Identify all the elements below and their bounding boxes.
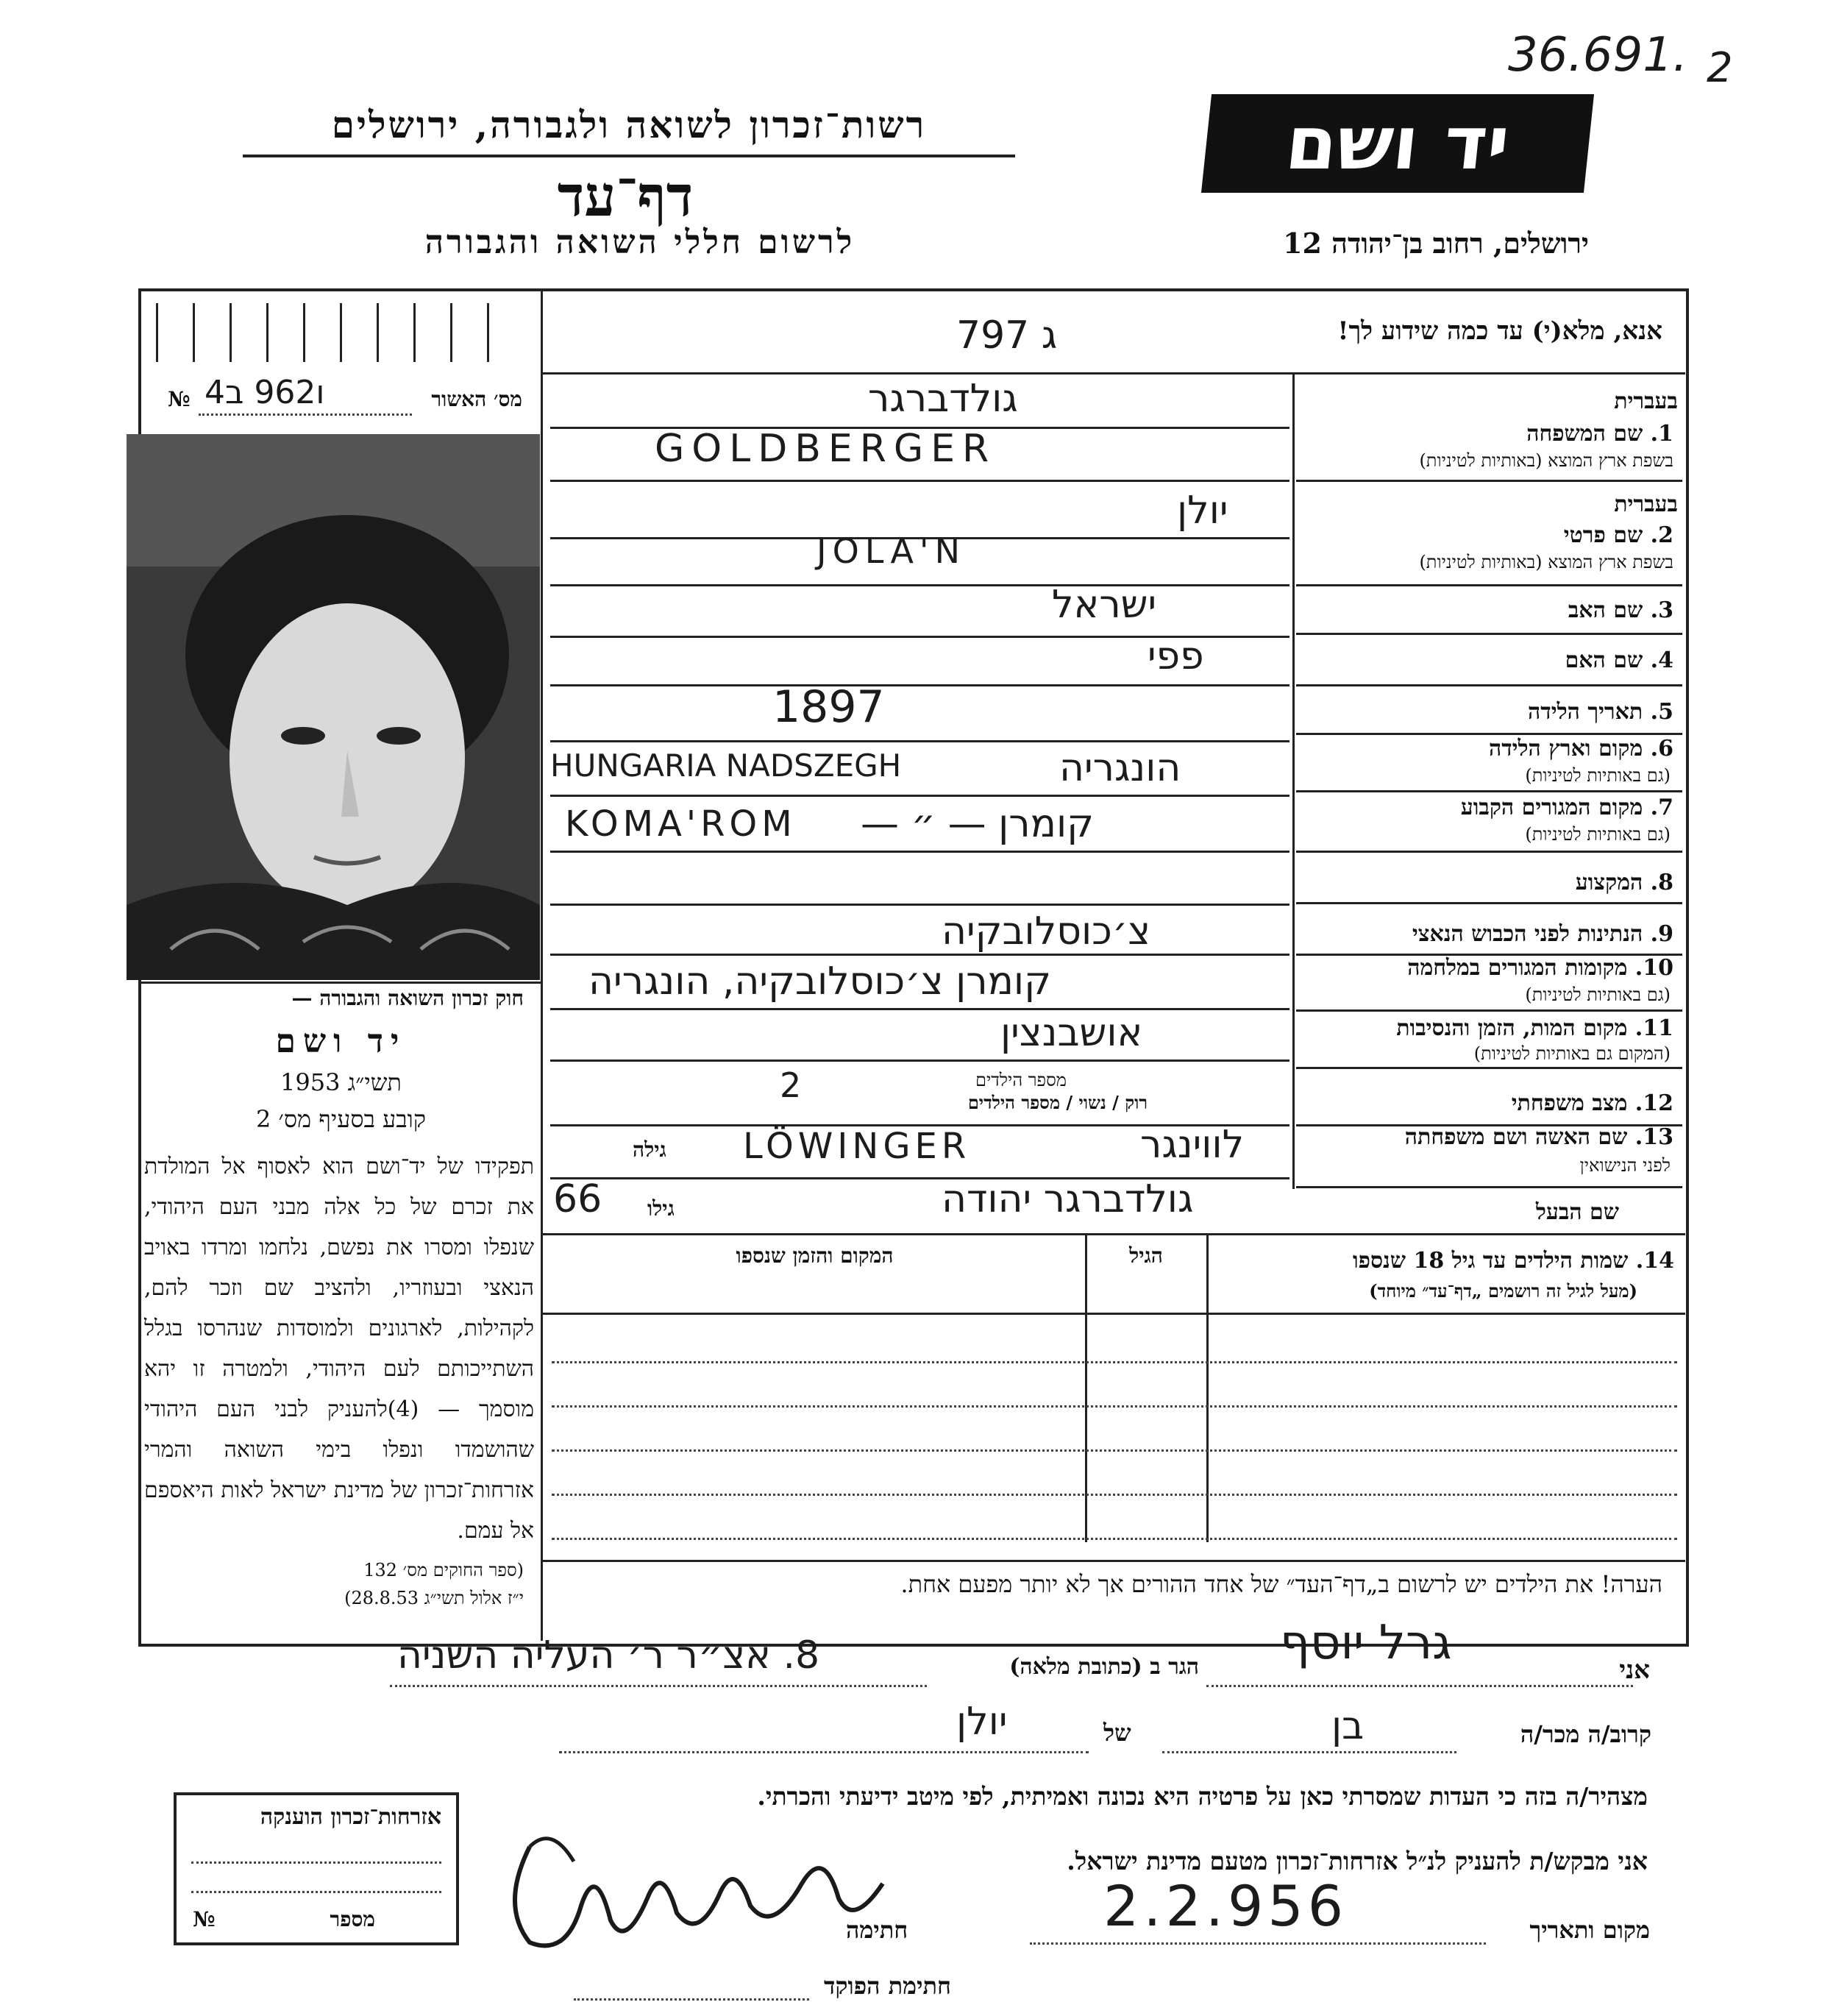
address-label: הגר ב (כתובת מלאה): [1009, 1654, 1199, 1680]
field-1-sublabel: בשפת ארץ המוצא (באותיות לטיניות): [1419, 450, 1673, 471]
husband-label: שם הבעל: [1535, 1199, 1619, 1225]
field-8-label: 8. המקצוע: [1575, 870, 1673, 895]
law-text: תפקידו של יד־ושם הוא לאסוף אל המולדת את זכרם של כל אלה מבני העם היהודי, שנפלו ומסרו את נפשם, נלחמו ומרדו באויב הנאצי ובעוזריו, ולהציב שם וזכר להם, לקהילות, לארגונים ולמוסדות שנהרסו בגלל השתייכותם לעם היהודי, ולמטרה זו יהא מוסמך — (4)להעניק לבני העם היהודי שהושמדו ונפלו בימי השואה והמרי אזרחות־זכרון של מדינת ישראל לאות היאספם אל עמם.: [144, 1154, 534, 1544]
field-11-sublabel: (המקום גם באותיות לטיניות): [1473, 1043, 1671, 1064]
label-sep: [1296, 733, 1682, 735]
declarant-name-dots: [1206, 1685, 1633, 1687]
approval-number-dots: [199, 414, 412, 416]
children-row-line: [552, 1538, 1677, 1540]
address-dots: [390, 1685, 927, 1687]
children-sublabel: (מעל לגיל זה רושמים „דף־עד״ מיוחד): [1369, 1280, 1637, 1302]
logo-text: יד ושם: [1281, 100, 1514, 186]
row-sep: [550, 740, 1289, 742]
label-sep: [1296, 1009, 1682, 1012]
instruction-text: אנא, מלא(י) עד כמה שידוע לך!: [1337, 316, 1662, 346]
row-sep: [550, 480, 1289, 482]
wife-hebrew-name: לווינגר: [1140, 1123, 1245, 1167]
row-sep: [550, 584, 1289, 586]
of-label: של: [1103, 1719, 1131, 1747]
children-col-place-time: המקום והזמן שנספו: [736, 1243, 894, 1268]
field-12-printed-options: רוק / נשוי / מספר הילדים: [967, 1092, 1148, 1113]
row-sep: [550, 904, 1289, 906]
field-6-hebrew-value: הונגריה: [1059, 746, 1181, 790]
field-13-label: 13. שם האשה ושם משפחתה: [1404, 1124, 1673, 1150]
field-12-value: 2: [780, 1065, 802, 1105]
field-3-value: ישראל: [1052, 583, 1157, 627]
field-12-label: 12. מצב משפחתי: [1511, 1090, 1673, 1116]
signature-label: חתימה: [846, 1916, 908, 1944]
date-value: 2.2.956: [1103, 1873, 1348, 1939]
husband-age-value: 66: [553, 1177, 602, 1221]
field-9-label: 9. הנתינות לפני הכבוש הנאצי: [1412, 921, 1673, 947]
label-sep: [1296, 633, 1682, 635]
label-sep: [1296, 584, 1682, 586]
field-11-value: אושבנצין: [1000, 1011, 1143, 1055]
field-2-latin-value: JOLA'N: [817, 531, 966, 571]
row-sep: [550, 1060, 1289, 1062]
field-1-hebrew-tag: בעברית: [1614, 388, 1678, 414]
wife-age-label: גילה: [633, 1137, 666, 1162]
of-value: יולן: [956, 1700, 1008, 1744]
field-2-sublabel: בשפת ארץ המוצא (באותיות לטיניות): [1419, 552, 1673, 572]
field-9-value: צ׳כוסלובקיה: [942, 909, 1151, 954]
field-1-latin-value: GOLDBERGER: [655, 427, 997, 471]
law-year: תשי״ג 1953: [280, 1068, 402, 1096]
label-sep: [1296, 902, 1682, 904]
field-4-label: 4. שם האם: [1565, 647, 1673, 673]
field-10-sublabel: (גם באותיות לטיניות): [1525, 984, 1671, 1005]
declarant-name: גרל יוסף: [1280, 1616, 1452, 1670]
citizenship-box-dots-1: [191, 1861, 441, 1864]
field-2-label: 2. שם פרטי: [1563, 522, 1673, 548]
relative-label: קרוב/ה מכר/ה: [1520, 1720, 1651, 1748]
field-4-value: פפי: [1148, 634, 1204, 678]
citizenship-box-number-label: מספר: [330, 1907, 375, 1931]
field-7-label: 7. מקום המגורים הקבוע: [1460, 795, 1673, 820]
signature-scribble: [485, 1817, 897, 1964]
label-sep: [1296, 684, 1682, 686]
label-sep: [1296, 790, 1682, 792]
law-clause: קובע בסעיף מס׳ 2: [256, 1105, 426, 1133]
field-12-printed-children: מספר הילדים: [975, 1070, 1067, 1090]
place-date-label: מקום ותאריך: [1529, 1916, 1650, 1944]
field-7-latin-value: KOMA'ROM: [565, 803, 797, 845]
citizenship-request: אני מבקש/ת להעניק לנ״ל אזרחות־זכרון מטעם מדינת ישראל.: [1067, 1847, 1648, 1875]
authority-underline: [243, 155, 1015, 157]
approval-number-label: מס׳ האשור: [431, 387, 522, 411]
note-top-line: [543, 1560, 1685, 1562]
field-13-sublabel: לפני הנישואין: [1579, 1155, 1671, 1176]
handwritten-page-number: 2: [1707, 44, 1733, 92]
husband-age-label: גילו: [647, 1196, 675, 1221]
field-5-label: 5. תאריך הלידה: [1528, 699, 1673, 725]
sidebar-ticks: [141, 303, 538, 362]
field-3-label: 3. שם האב: [1568, 597, 1673, 623]
row-sep: [550, 954, 1289, 956]
relation-value: בן: [1331, 1704, 1365, 1748]
approval-number-sign: №: [168, 387, 191, 411]
row-sep: [550, 1008, 1289, 1010]
official-signature-dots: [574, 1998, 809, 2001]
victim-photo: [127, 434, 540, 980]
field-5-value: 1897: [772, 681, 885, 733]
declaration-statement: מצהיר/ה בזה כי העדות שמסרתי כאן על פרטיה היא נכונה ואמיתית, לפי מיטב ידיעתי והכרתי.: [757, 1782, 1648, 1811]
wife-latin-name: LÖWINGER: [743, 1126, 971, 1167]
label-sep: [1296, 851, 1682, 853]
field-11-label: 11. מקום המות, הזמן והנסיבות: [1396, 1015, 1673, 1041]
field-6-label: 6. מקום וארץ הלידה: [1488, 736, 1673, 762]
row-sep: [550, 795, 1289, 797]
sidebar-divider: [541, 288, 543, 1641]
form-subtitle: לרשום חללי השואה והגבורה: [424, 224, 855, 261]
signature-image: [485, 1817, 897, 1964]
law-name: יד ושם: [275, 1023, 407, 1060]
handwritten-reference-number: 36.691.: [1508, 28, 1688, 82]
citizenship-box-dots-2: [191, 1891, 441, 1893]
row-sep: [550, 851, 1289, 853]
date-dots: [1030, 1942, 1486, 1945]
form-title: דף־עד: [557, 163, 694, 229]
children-col-divider-2: [1085, 1233, 1087, 1542]
row-sep: [550, 684, 1289, 686]
law-reference-2: י״ז אלול תשי״ג 28.8.53): [344, 1588, 524, 1608]
citizenship-box: [174, 1792, 459, 1945]
citizenship-box-number-sign: №: [193, 1907, 216, 1931]
label-sep: [1296, 1186, 1682, 1188]
of-dots: [559, 1751, 1089, 1753]
field-10-label: 10. מקומות המגורים במלחמה: [1407, 955, 1673, 981]
relation-dots: [1162, 1751, 1456, 1753]
children-table-header-line: [543, 1313, 1685, 1315]
law-divider: [141, 982, 541, 984]
authority-name: רשות־זכרון לשואה ולגבורה, ירושלים: [331, 103, 927, 146]
instruction-handwritten-note: 797 ג: [956, 313, 1058, 358]
children-label: 14. שמות הילדים עד גיל 18 שנספו: [1352, 1248, 1674, 1274]
yad-vashem-logo: [1201, 94, 1594, 193]
field-6-latin-value: HUNGARIA NADSZEGH: [550, 748, 902, 784]
field-7-sublabel: (גם באותיות לטיניות): [1525, 824, 1671, 845]
children-row-line: [552, 1405, 1677, 1408]
note-text: הערה! את הילדים יש לרשום ב„דף־העד״ של אחד ההורים אך לא יותר מפעם אחת.: [900, 1570, 1662, 1598]
children-row-line: [552, 1361, 1677, 1363]
address-value: 8. אצ״ר ר׳ העליה השניה: [397, 1633, 820, 1678]
official-signature-label: חתימת הפוקד: [824, 1972, 951, 2000]
address: ירושלים, רחוב בן־יהודה 12: [1283, 227, 1589, 260]
label-sep: [1296, 1067, 1682, 1069]
children-table-top: [543, 1233, 1685, 1235]
field-2-hebrew-value: יולן: [1177, 489, 1228, 533]
field-2-hebrew-tag: בעברית: [1614, 491, 1678, 517]
field-10-value: קומרן צ׳כוסלובקיה, הונגריה: [588, 959, 1051, 1004]
children-row-line: [552, 1449, 1677, 1452]
label-column-divider: [1292, 372, 1295, 1189]
field-7-hebrew-value: קומרן — ״ —: [861, 802, 1095, 846]
label-sep: [1296, 480, 1682, 482]
field-1-hebrew-value: גולדברגר: [868, 377, 1018, 421]
approval-number-value: 4ו962 ב: [204, 374, 325, 411]
law-title: חוק זכרון השואה והגבורה —: [291, 986, 524, 1010]
children-col-divider-1: [1206, 1233, 1209, 1542]
law-reference-1: (ספר החוקים מס׳ 132: [363, 1560, 524, 1580]
citizenship-box-title: אזרחות־זכרון הוענקה: [260, 1804, 441, 1830]
children-col-age: הגיל: [1129, 1243, 1163, 1268]
declarant-i-label: אני: [1619, 1655, 1650, 1685]
field-6-sublabel: (גם באותיות לטיניות): [1525, 765, 1671, 786]
husband-value: גולדברגר יהודה: [942, 1177, 1194, 1221]
children-row-line: [552, 1494, 1677, 1496]
field-1-label: 1. שם המשפחה: [1526, 421, 1673, 447]
portrait-image: [127, 434, 540, 980]
instruction-divider: [543, 372, 1685, 375]
